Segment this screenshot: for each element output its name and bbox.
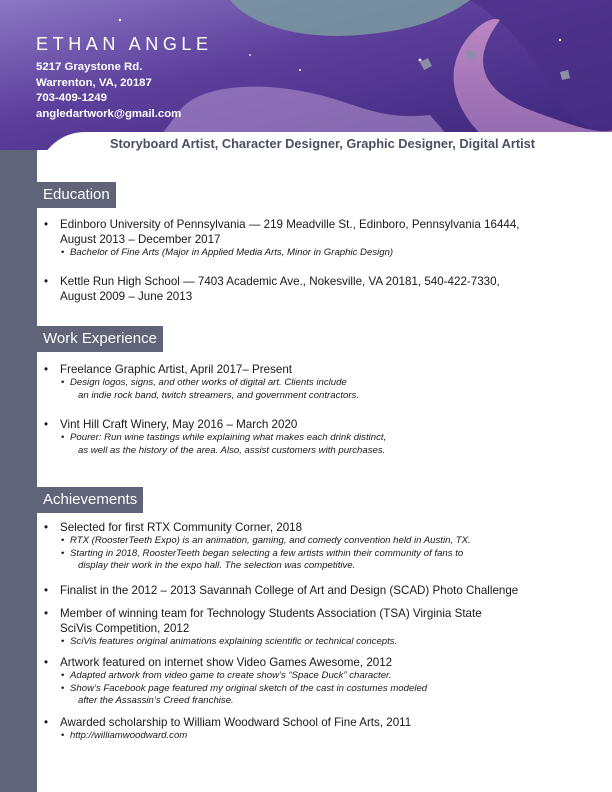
website-link[interactable]: http://williamwoodward.com — [70, 730, 188, 741]
item-line: • Finalist in the 2012 – 2013 Savannah College of Art and Design (SCAD) Photo Challenge — [60, 584, 519, 597]
address-line-2: Warrenton, VA, 20187 — [36, 76, 152, 89]
achievement-item — [44, 606, 604, 649]
item-detail: • Show’s Facebook page featured my original sketch of the cast in costumes modeled after the Assassin’s Creed franchise. — [61, 682, 428, 706]
work-item — [44, 417, 604, 457]
item-detail: • http://williamwoodward.com — [44, 730, 604, 743]
section-heading-work: Work Experience — [37, 326, 163, 352]
work-item — [44, 362, 604, 402]
item-line: SciVis Competition, 2012 — [60, 622, 190, 635]
achievement-item — [44, 520, 604, 573]
item-detail: • Design logos, signs, and other works of digital art. Clients include an indie rock band, twitch streamers, and government contractors. — [61, 377, 360, 401]
item-detail: • Pourer: Run wine tastings while explaining what makes each drink distinct, as well as the history of the area. Also, assist customers with purchases. — [61, 432, 387, 456]
phone-number: 703-409-1249 — [36, 92, 107, 104]
item-line: • Freelance Graphic Artist, April 2017– Present — [60, 363, 292, 376]
item-line: • Awarded scholarship to William Woodward School of Fine Arts, 2011 — [60, 716, 412, 729]
section-heading-education: Education — [37, 182, 116, 208]
achievement-item — [44, 715, 604, 743]
applicant-name: ETHAN ANGLE — [36, 34, 213, 54]
item-detail: • Starting in 2018, RoosterTeeth began selecting a few artists within their community of fans to display their work in the expo hall. The selection was competitive. — [61, 547, 464, 571]
item-detail: • Adapted artwork from video game to create show’s “Space Duck” character. — [61, 670, 392, 681]
section-heading-achievements: Achievements — [37, 487, 143, 513]
item-detail: • SciVis features original animations explaining scientific or technical concepts. — [61, 636, 398, 647]
item-line: • Artwork featured on internet show Video Games Awesome, 2012 — [60, 656, 393, 669]
contact-block — [36, 60, 181, 122]
item-line: • Selected for first RTX Community Corner, 2018 — [60, 521, 303, 534]
email-address: angledartwork@gmail.com — [36, 107, 182, 120]
education-item — [44, 217, 604, 260]
item-line: August 2013 – December 2017 — [60, 233, 221, 246]
left-sidebar-strip — [0, 150, 37, 792]
item-line: • Kettle Run High School — 7403 Academic Ave., Nokesville, VA 20181, 540-422-7330, — [60, 275, 500, 288]
education-item — [44, 274, 604, 304]
item-line: August 2009 – June 2013 — [60, 290, 193, 303]
item-detail: • Bachelor of Fine Arts (Major in Applied Media Arts, Minor in Graphic Design) — [61, 247, 394, 258]
address-line-1: 5217 Graystone Rd. — [36, 61, 143, 73]
item-detail: • RTX (RoosterTeeth Expo) is an animation, gaming, and comedy convention held in Austin, TX. — [61, 535, 471, 546]
item-line: • Vint Hill Craft Winery, May 2016 – March 2020 — [60, 418, 298, 431]
achievement-item — [44, 583, 604, 598]
job-headline: Storyboard Artist, Character Designer, Graphic Designer, Digital Artist — [110, 136, 536, 151]
achievement-item — [44, 655, 604, 708]
item-line: • Member of winning team for Technology Students Association (TSA) Virginia State — [60, 607, 482, 620]
item-line: • Edinboro University of Pennsylvania — 219 Meadville St., Edinboro, Pennsylvania 16444, — [60, 218, 520, 231]
